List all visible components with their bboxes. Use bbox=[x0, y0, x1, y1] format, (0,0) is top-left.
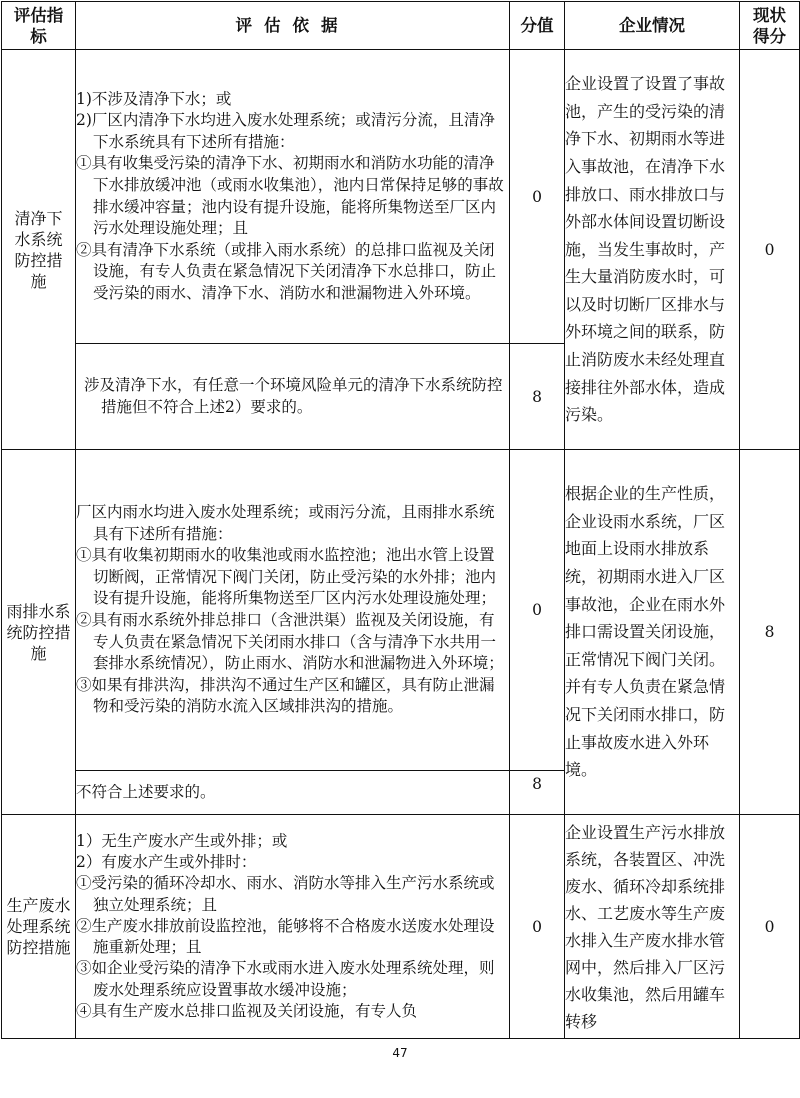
score-cell: 0 bbox=[510, 50, 565, 344]
basis-line: 涉及清净下水，有任意一个环境风险单元的清净下水系统防控措施但不符合上述2）要求的。 bbox=[84, 375, 503, 416]
header-score: 分值 bbox=[510, 2, 565, 50]
basis-cell bbox=[76, 450, 510, 771]
situation-cell: 企业设置生产污水排放系统，各装置区、冲洗废水、循环冷却系统排水、工艺废水等生产废水排入生产废水排水管网中，然后排入厂区污水收集池，然后用罐车转移 bbox=[565, 815, 740, 1039]
score-cell: 8 bbox=[510, 771, 565, 815]
basis-cell bbox=[76, 815, 510, 1039]
basis-cell bbox=[76, 344, 510, 450]
indicator-cell: 生产废水处理系统防控措施 bbox=[2, 815, 76, 1039]
current-score-cell: 8 bbox=[740, 450, 800, 815]
basis-cell bbox=[76, 50, 510, 344]
evaluation-table bbox=[1, 1, 800, 1039]
basis-line: ②具有清净下水系统（或排入雨水系统）的总排口监视及关闭设施，有专人负责在紧急情况下关闭清净下水总排口，防止受污染的雨水、清净下水、消防水和泄漏物进入外环境。 bbox=[76, 240, 497, 302]
basis-line: ①具有收集受污染的清净下水、初期雨水和消防水功能的清净下水排放缓冲池（或雨水收集池），池内日常保持足够的事故排水缓冲容量；池内设有提升设施，能将所集物送至厂区内污水处理设施处理；且 bbox=[76, 154, 504, 238]
current-score-cell: 0 bbox=[740, 50, 800, 450]
basis-line: 厂区内雨水均进入废水处理系统；或雨污分流，且雨排水系统具有下述所有措施： bbox=[76, 503, 495, 543]
score-cell: 8 bbox=[510, 344, 565, 450]
score-cell: 0 bbox=[510, 450, 565, 771]
situation-cell: 根据企业的生产性质，企业设雨水系统，厂区地面上设雨水排放系统，初期雨水进入厂区事故池，企业在雨水外排口需设置关闭设施，正常情况下阀门关闭。并有专人负责在紧急情况下关闭雨水排口，防止事故废水进入外环境。 bbox=[565, 450, 740, 815]
basis-line: ④具有生产废水总排口监视及关闭设施，有专人负 bbox=[76, 1002, 418, 1021]
table-row bbox=[2, 50, 800, 344]
table-header-row bbox=[2, 2, 800, 50]
basis-line: ②具有雨水系统外排总排口（含泄洪渠）监视及关闭设施，有专人负责在紧急情况下关闭雨水排口（含与清净下水共用一套排水系统情况），防止雨水、消防水和泄漏物进入外环境； bbox=[76, 611, 504, 673]
table-row bbox=[2, 815, 800, 1039]
basis-line: ③如果有排洪沟，排洪沟不通过生产区和罐区，具有防止泄漏物和受污染的消防水流入区域排洪沟的措施。 bbox=[76, 675, 495, 716]
indicator-cell: 清净下水系统防控措施 bbox=[2, 50, 76, 450]
basis-line: ②生产废水排放前设监控池，能够将不合格废水送废水处理设施重新处理；且 bbox=[76, 916, 495, 957]
basis-line: 2）有废水产生或外排时： bbox=[76, 852, 257, 871]
basis-line: ①具有收集初期雨水的收集池或雨水监控池；池出水管上设置切断阀，正常情况下阀门关闭，防止受污染的水外排；池内设有提升设施，能将所集物送至厂区内污水处理设施处理； bbox=[76, 546, 497, 608]
current-score-cell: 0 bbox=[740, 815, 800, 1039]
score-cell: 0 bbox=[510, 815, 565, 1039]
header-indicator: 评估指标 bbox=[2, 2, 76, 50]
header-situation: 企业情况 bbox=[565, 2, 740, 50]
page-number: 47 bbox=[392, 1046, 408, 1060]
basis-line: 1)不涉及清净下水；或 bbox=[76, 89, 232, 108]
basis-line: ③如企业受污染的清净下水或雨水进入废水处理系统处理，则废水处理系统应设置事故水缓冲设施； bbox=[76, 959, 495, 999]
header-basis: 评估依据 bbox=[76, 2, 510, 50]
basis-line: ①受污染的循环冷却水、雨水、消防水等排入生产污水系统或独立处理系统；且 bbox=[76, 874, 495, 914]
basis-cell bbox=[76, 771, 510, 815]
basis-line: 不符合上述要求的。 bbox=[76, 782, 216, 801]
situation-cell: 企业设置了设置了事故池，产生的受污染的清净下水、初期雨水等进入事故池，在清净下水排放口、雨水排放口与外部水体间设置切断设施，当发生事故时，产生大量消防废水时，可以及时切断厂区排水与外环境之间的联系，防止消防废水未经处理直接排往外部水体，造成污染。 bbox=[565, 50, 740, 450]
header-current: 现状得分 bbox=[740, 2, 800, 50]
indicator-cell: 雨排水系统防控措施 bbox=[2, 450, 76, 815]
basis-line: 1）无生产废水产生或外排；或 bbox=[76, 831, 288, 850]
table-row bbox=[2, 450, 800, 771]
basis-line: 2)厂区内清净下水均进入废水处理系统；或清污分流，且清净下水系统具有下述所有措施： bbox=[76, 111, 495, 151]
